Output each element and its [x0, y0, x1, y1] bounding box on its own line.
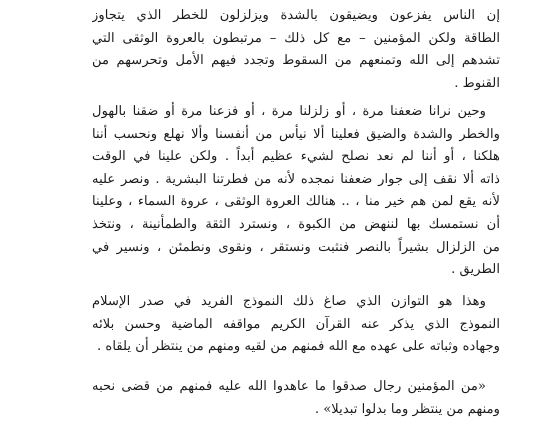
paragraph-line: القنوط .	[454, 75, 500, 91]
paragraph-line: أن نستمسك بها لننهض من الكبوة ، ونسترد الثقة والطمأنينة ، ونتخذ	[92, 216, 500, 232]
paragraph-line: من الزلزال بشيراً بالنصر فنثبت ونستقر ، ونقوى ونطمئن ، ونسير في	[92, 239, 500, 255]
paragraph-line: ذاته ألا نقف إلى جوار ضعفنا نمجده لأنه من فطرتنا البشرية . ونصر عليه	[92, 171, 500, 187]
paragraph-line: «من المؤمنين رجال صدقوا ما عاهدوا الله عليه فمنهم من قضى نحبه	[92, 379, 486, 394]
paragraph-line: إن الناس يفزعون ويضيقون بالشدة ويزلزلون للخطر الذي يتجاوز	[92, 8, 500, 23]
paragraph-line: النموذج الذي يذكر عنه القرآن الكريم مواقفه الماضية وحسن بلائه	[92, 316, 500, 332]
paragraph-line: وجهاده وثباته على عهده مع الله فمنهم من لقيه ومنهم من ينتظر أن يلقاه .	[97, 339, 500, 355]
paragraph-line: تشدهم إلى الله وتمنعهم من السقوط وتجدد فيهم الأمل وتحرسهم من	[92, 53, 500, 69]
paragraph-line: ومنهم من ينتظر وما بدلوا تبديلا» .	[314, 401, 500, 417]
paragraph-2	[92, 101, 500, 282]
paragraph-line: لأنه يقع لمن هم خير منا ، .. هنالك العروة الوثقى ، عروة السماء ، وعلينا	[92, 194, 500, 210]
paragraph-line: الطريق .	[451, 262, 500, 278]
paragraph-line: الطاقة ولكن المؤمنين – مع كل ذلك – مرتبطون بالعروة الوثقى التي	[92, 30, 500, 46]
paragraph-3	[92, 291, 500, 359]
paragraph-line: وهذا هو التوازن الذي صاغ ذلك النموذج الفريد في صدر الإسلام	[92, 294, 486, 309]
paragraph-line: هلكنا ، أو أننا لم نعد نصلح لشيء عظيم أبداً . ولكن علينا في الوقت	[92, 149, 500, 165]
paragraph-line: والخطر والشدة والضيق فعلينا ألا نيأس من أنفسنا وألا نهلع ونحسب أننا	[92, 126, 500, 142]
paragraph-line: وحين نرانا ضعفنا مرة ، أو زلزلنا مرة ، أو فزعنا مرة أو ضقنا بالهول	[92, 104, 486, 119]
paragraph-1	[92, 5, 500, 95]
quran-quote	[92, 376, 500, 421]
